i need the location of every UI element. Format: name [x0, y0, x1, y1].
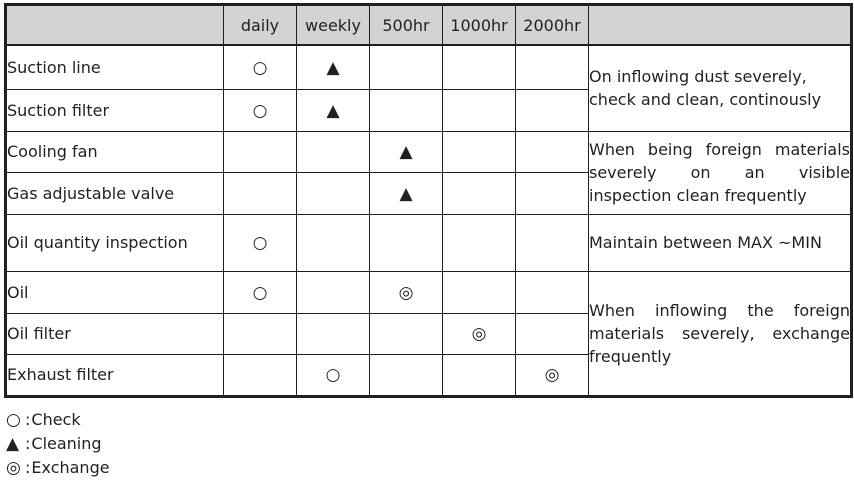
item-name: Cooling fan	[6, 131, 224, 172]
circle-icon: ○	[6, 409, 21, 430]
mark-cell	[224, 354, 297, 396]
mark-cell	[297, 354, 370, 396]
mark-cell	[516, 172, 589, 214]
table-row	[6, 45, 852, 89]
mark-cell	[224, 45, 297, 89]
mark-cell	[516, 45, 589, 89]
mark-cell	[443, 313, 516, 354]
maintenance-schedule-table	[4, 3, 853, 398]
mark-cell	[443, 354, 516, 396]
mark-cell	[297, 313, 370, 354]
legend-separator: :	[25, 434, 31, 453]
mark-cell	[443, 89, 516, 131]
legend-item-check	[6, 408, 110, 432]
mark-cell	[370, 45, 443, 89]
mark-cell	[370, 354, 443, 396]
mark-cell	[224, 172, 297, 214]
circle-icon: ○	[252, 282, 268, 303]
mark-cell	[516, 131, 589, 172]
double-circle-icon: ◎	[471, 324, 487, 344]
mark-cell	[443, 131, 516, 172]
table-row	[6, 131, 852, 172]
header-cell-500hr: 500hr	[370, 5, 443, 46]
mark-cell	[370, 271, 443, 313]
note-cell: When inflowing the foreign materials severely, exchange frequently	[589, 271, 852, 396]
mark-cell	[224, 131, 297, 172]
triangle-icon: ▲	[326, 57, 340, 78]
item-name: Suction filter	[6, 89, 224, 131]
item-name: Oil quantity inspection	[6, 214, 224, 271]
mark-cell	[443, 45, 516, 89]
mark-cell	[370, 172, 443, 214]
circle-icon: ○	[325, 365, 341, 385]
mark-cell	[443, 172, 516, 214]
mark-cell	[516, 89, 589, 131]
double-circle-icon: ◎	[398, 282, 414, 303]
mark-cell	[297, 214, 370, 271]
legend	[6, 408, 110, 480]
double-circle-icon: ◎	[544, 365, 560, 385]
legend-label: Cleaning	[31, 434, 102, 453]
circle-icon: ○	[252, 57, 268, 78]
triangle-icon: ▲	[326, 100, 340, 121]
mark-cell	[370, 214, 443, 271]
mark-cell	[224, 89, 297, 131]
triangle-icon: ▲	[399, 183, 413, 204]
mark-cell	[297, 45, 370, 89]
mark-cell	[224, 271, 297, 313]
legend-item-exchange	[6, 456, 110, 480]
triangle-icon: ▲	[6, 433, 20, 454]
circle-icon: ○	[252, 100, 268, 121]
table-row	[6, 271, 852, 313]
mark-cell	[516, 313, 589, 354]
mark-cell	[370, 89, 443, 131]
mark-cell	[297, 89, 370, 131]
mark-cell	[297, 271, 370, 313]
mark-cell	[224, 214, 297, 271]
mark-cell	[443, 271, 516, 313]
double-circle-icon: ◎	[6, 457, 21, 478]
mark-cell	[224, 313, 297, 354]
item-name: Suction line	[6, 45, 224, 89]
legend-separator: :	[25, 410, 31, 429]
mark-cell	[297, 172, 370, 214]
note-cell: On inflowing dust severely, check and clean, continously	[589, 45, 852, 131]
note-cell: When being foreign materials severely on an visible inspection clean frequently	[589, 131, 852, 214]
header-cell-note	[589, 5, 852, 46]
legend-separator: :	[25, 458, 31, 477]
header-cell-item	[6, 5, 224, 46]
circle-icon: ○	[252, 233, 268, 253]
mark-cell	[516, 271, 589, 313]
header-row	[6, 5, 852, 46]
legend-label: Check	[31, 410, 81, 429]
item-name: Oil filter	[6, 313, 224, 354]
item-name: Exhaust filter	[6, 354, 224, 396]
table-row	[6, 214, 852, 271]
note-cell: Maintain between MAX ~MIN	[589, 214, 852, 271]
header-cell-1000hr: 1000hr	[443, 5, 516, 46]
mark-cell	[443, 214, 516, 271]
header-cell-weekly: weekly	[297, 5, 370, 46]
mark-cell	[516, 214, 589, 271]
legend-item-cleaning	[6, 432, 110, 456]
mark-cell	[516, 354, 589, 396]
item-name: Gas adjustable valve	[6, 172, 224, 214]
mark-cell	[297, 131, 370, 172]
legend-label: Exchange	[31, 458, 110, 477]
item-name: Oil	[6, 271, 224, 313]
mark-cell	[370, 131, 443, 172]
mark-cell	[370, 313, 443, 354]
triangle-icon: ▲	[399, 142, 413, 162]
header-cell-2000hr: 2000hr	[516, 5, 589, 46]
header-cell-daily: daily	[224, 5, 297, 46]
